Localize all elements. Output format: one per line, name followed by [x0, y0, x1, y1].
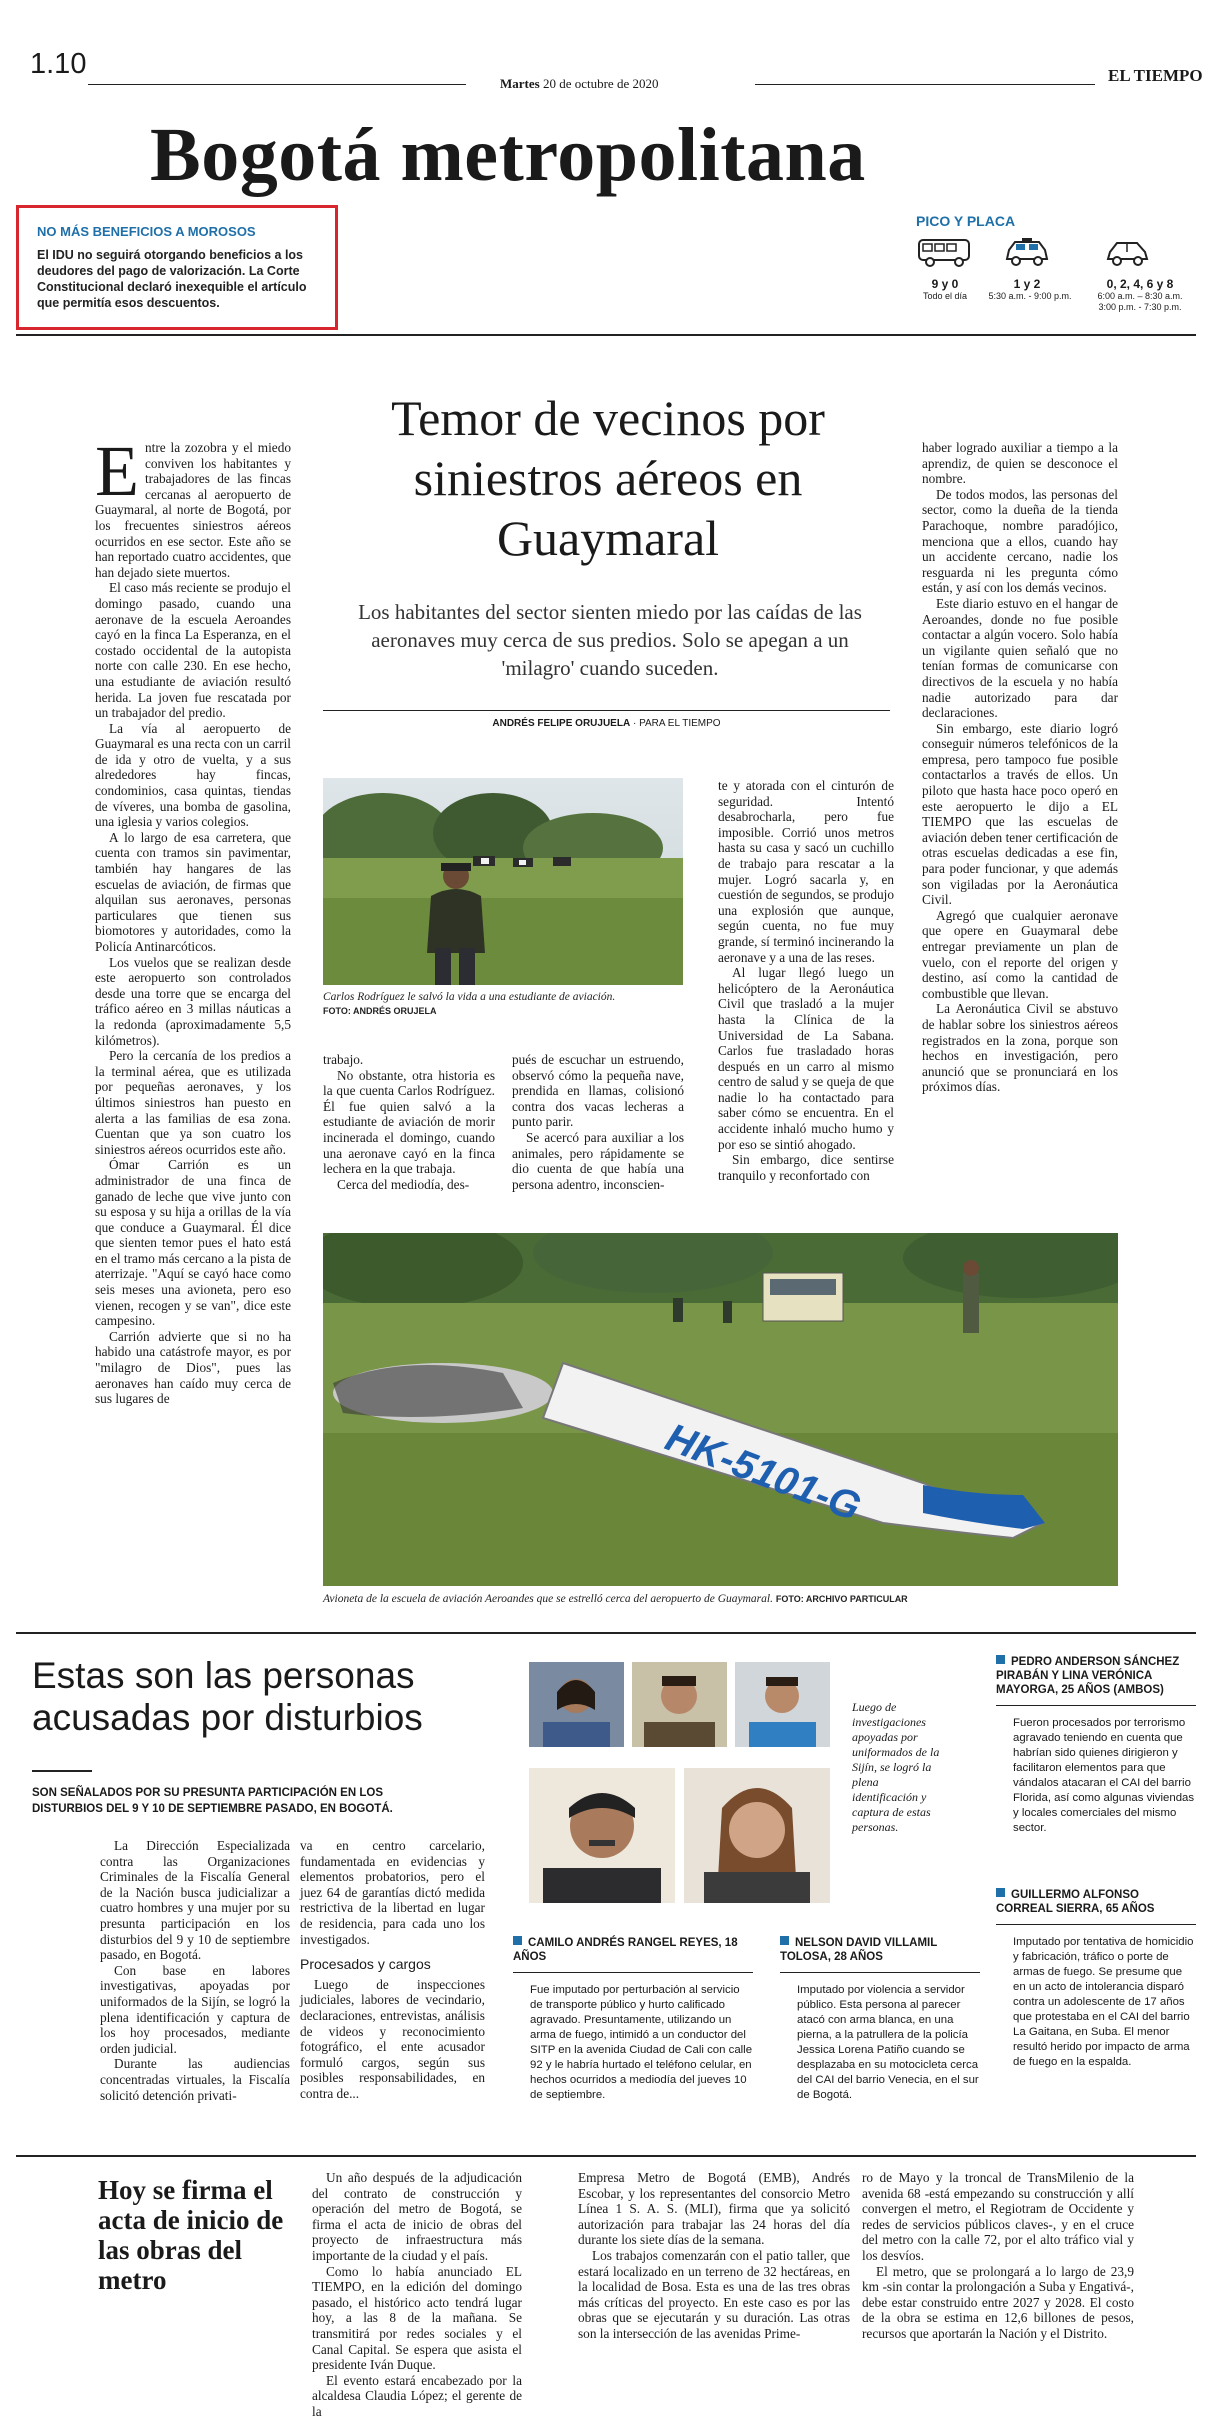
third-col1-p2: El evento estará encabezado por la alcaldesa Claudia López; el gerente de la — [312, 2372, 522, 2419]
accused-card-3 — [996, 1655, 1196, 1836]
main-col2-p2: Cerca del mediodía, des- — [337, 1176, 470, 1192]
main-col4-p2: Sin embargo, dice sentirse tranquilo y reconfortado con — [718, 1152, 894, 1183]
byline-author: ANDRÉS FELIPE ORUJUELA — [492, 718, 631, 729]
main-col1-p2: La vía al aeropuerto de Guaymaral es una recta con un carril de ida y otro de vuelta, y a sus alrededores hay fincas, condominios, casa quintas, tiendas de víveres, una bomba de gasolina, una iglesia y varios colegios. — [95, 720, 291, 830]
second-col2-p1: Luego de inspecciones judiciales, labores de vecindario, declaraciones, entrevistas, análisis de videos y reconocimiento fotográfico, el ente acusador formuló cargos, según sus posibles responsabilidades, en contra de... — [300, 1976, 485, 2101]
mugshot-1 — [529, 1662, 624, 1747]
main-col3-p0: pués de escuchar un estruendo, observó cómo la pequeña nave, prendida en llamas, colisionó contra dos vacas lecheras a punto parir. — [512, 1052, 684, 1130]
second-kicker: SON SEÑALADOS POR SU PRESUNTA PARTICIPACIÓN EN LOS DISTURBIOS DEL 9 Y 10 DE SEPTIEMBRE PASADO, EN BOGOTÁ. — [32, 1787, 393, 1815]
main-column-5 — [922, 440, 1118, 1095]
photo-crash-caption — [323, 1592, 1118, 1606]
pico-placa-widget — [905, 235, 1195, 327]
second-col1-p2: Durante las audiencias concentradas virtuales, la Fiscalía solicitó detención privati- — [100, 2056, 290, 2103]
taxi-digits: 1 y 2 — [1013, 277, 1041, 291]
third-column-1 — [312, 2170, 522, 2420]
main-column-1 — [95, 431, 291, 1407]
second-col2-p0: va en centro carcelario, fundamentada en evidencias y elementos probatorios, pero el juez 64 de garantías dictó medida restrictiva de la libertad en lugar de residencia, para cada uno los investigados. — [300, 1838, 485, 1947]
second-col1-p1: Con base en labores investigativas, apoyadas por uniformados de la Sijín, se logró la plena identificación y captura de los hoy procesados, mediante orden judicial. — [100, 1962, 290, 2056]
divider-2 — [16, 1632, 1196, 1634]
main-col4-p1: Al lugar llegó luego un helicóptero de la Aeronáutica Civil que trasladó a la mujer hasta la Clínica de la Universidad de La Sabana. Carlos fue trasladado horas después en un carro al mismo centro de salud y se queja de que nadie lo ha contactado para saber cómo se encuentra. En el accidente inhaló mucho humo y por eso se sintió ahogado. — [718, 965, 894, 1152]
main-col3-p1: Se acercó para auxiliar a los animales, pero rápidamente se dio cuenta de que había una persona adentro, inconscien- — [512, 1129, 684, 1192]
third-column-3 — [862, 2170, 1134, 2342]
accused-1-name — [513, 1936, 753, 1973]
third-col1-p1: Como lo había anunciado EL TIEMPO, en la edición del domingo pasado, el histórico acto tendrá lugar hoy, a las 8 de la mañana. Se transmitirá por redes sociales y el Canal Capital. Se espera que asista el presidente Iván Duque. — [312, 2263, 522, 2373]
car-hours-2: 3:00 p.m. - 7:30 p.m. — [1098, 302, 1182, 312]
mugshot-4 — [529, 1768, 675, 1903]
accused-2-name — [780, 1936, 980, 1973]
dropcap: E — [95, 431, 139, 511]
accused-4-name — [996, 1888, 1196, 1925]
taxi-hours: 5:30 a.m. - 9:00 p.m. — [988, 291, 1072, 301]
mugshot-caption: Luego de investigaciones apoyadas por uniformados de la Sijín, se logró la plena identificación y captura de estas personas. — [852, 1700, 940, 1834]
accused-3-text: Fueron procesados por terrorismo agravado teniendo en cuenta que habrían sido quienes dirigieron y facilitaron elementos para que vándalos atacaran el CAI del barrio Florida, así como algunas viviendas y locales comerciales del mismo sector. — [1013, 1717, 1195, 1834]
main-column-3 — [512, 1052, 684, 1192]
date-value: 20 de octubre de 2020 — [542, 76, 659, 91]
second-column-1 — [100, 1838, 290, 2103]
main-col4-p0: te y atorada con el cinturón de seguridad. Intentó desabrocharla, pero fue imposible. Corrió unos metros hasta su casa y sacó un cuchillo de trabajo para rescatar a la mujer. Logró sacarla y, en cuestión de segundos, se produjo una explosión que aunque, según cuenta, no fue muy grande, sí terminó incinerando la aeronave y a una de las reses. — [718, 778, 894, 965]
bus-icon — [915, 237, 975, 267]
accused-card-1 — [513, 1936, 753, 2103]
car-icon — [1105, 239, 1151, 267]
main-col2-p0: trabajo. — [323, 1052, 364, 1067]
third-headline: Hoy se firma el acta de inicio de las obras del metro — [98, 2175, 284, 2295]
accused-2-text: Imputado por violencia a servidor público. Esta persona al parecer atacó con arma blanca, en una pierna, a la patrullera de la policía Jessica Lorena Patiño cuando se desplazaba en su motocicleta cerca del CAI del barrio Venecia, en el sur de Bogotá. — [797, 1984, 979, 2101]
main-col1-p4: Los vuelos que se realizan desde este aeropuerto son controlados desde una torre que se encarga del tráfico aéreo en 3 millas náuticas a la redonda (aproximadamente 5,5 kilómetros). — [95, 954, 291, 1048]
third-col2-p0: Empresa Metro de Bogotá (EMB), Andrés Escobar, y los representantes del consorcio Metro Línea 1 S. A. S. (MLI), firma que ya solicitó autorización para trabajar las 24 horas del día durante los siete días de la semana. — [578, 2170, 850, 2248]
second-headline: Estas son las personas acusadas por disturbios — [32, 1655, 423, 1738]
promo-box[interactable] — [16, 205, 338, 330]
bullet-icon — [780, 1936, 789, 1945]
photo-rescuer-credit: FOTO: ANDRÉS ORUJELA — [323, 1006, 437, 1016]
mugshot-2 — [632, 1662, 727, 1747]
main-col5-p4: Agregó que cualquier aeronave que opere en Guaymaral debe entregar previamente un plan de vuelo, con el reporte del origen y destino, así como la cantidad de combustible que llevan. — [922, 907, 1118, 1001]
section-title: Bogotá metropolitana — [150, 113, 866, 197]
accused-card-2 — [780, 1936, 980, 2103]
main-col5-p2: Este diario estuvo en el hangar de Aeroandes, donde no fue posible contactar a algún vocero. Solo había un vigilante quien señaló que no tenían formas de comunicarse con directivos de la escuela y no había nadie autorizado para dar declaraciones. — [922, 595, 1118, 721]
third-col3-p0: ro de Mayo y la troncal de TransMilenio de la avenida 68 -está empezando su construcción y allí convergen el metro, el Regiotram de Occidente y redes de servicios públicos claves-, y en el cruce del metro con la calle 72, por el alto tráfico vial y los desvíos. — [862, 2170, 1134, 2263]
main-column-2 — [323, 1052, 495, 1192]
header-date — [500, 76, 658, 92]
second-subhead: Procesados y cargos — [300, 1956, 431, 1973]
bullet-icon — [996, 1655, 1005, 1664]
section-divider — [16, 334, 1196, 336]
promo-text: El IDU no seguirá otorgando beneficios a los deudores del pago de valorización. La Corte Constitucional declaró inexequible el artículo que permitía esos descuentos. — [37, 248, 307, 310]
byline-org: · PARA EL TIEMPO — [632, 718, 721, 729]
mugshot-3 — [735, 1662, 830, 1747]
accused-2-name-text: NELSON DAVID VILLAMIL TOLOSA, 28 AÑOS — [780, 1937, 938, 1963]
car-hours: 6:00 a.m. – 8:30 a.m. — [1097, 291, 1183, 301]
tail-number: HK-5101-G — [659, 1415, 867, 1530]
page-number: 1.10 — [30, 48, 87, 80]
mugshot-5 — [684, 1768, 830, 1903]
header-rule-left — [88, 84, 466, 85]
main-col1-p0: ntre la zozobra y el miedo conviven los habitantes y trabajadores de las fincas cercanas al aeropuerto de Guaymaral, al norte de Bogotá, por los frecuentes siniestros aéreos ocurridos en ese sector. Este año se han reportado cuatro accidentes, que han dejado siete muertos. — [95, 440, 291, 580]
main-col5-p3: Sin embargo, este diario logró conseguir números telefónicos de la empresa, pero tampoco fue posible contactarlos a través de ellos. Un piloto que hasta hace poco operó en este aeropuerto le dijo a EL TIEMPO que las escuelas de aviación deben tener certificación de otras escuelas dedicadas a ese fin, para poder funcionar, y que además son vigiladas por la Aeronáutica Civil. — [922, 720, 1118, 908]
bullet-icon — [513, 1936, 522, 1945]
main-col5-p0: haber logrado auxiliar a tiempo a la aprendiz, de quien se desconoce el nombre. — [922, 440, 1118, 487]
main-col1-p3: A lo largo de esa carretera, que cuenta con tramos sin pavimentar, también hay hangares de las escuelas de aviación, de firmas que alquilan sus aeronaves, personas particulares que tienen sus biomotores y autoridades, como la Policía Antinarcóticos. — [95, 829, 291, 954]
main-col5-p5: La Aeronáutica Civil se abstuvo de hablar sobre los siniestros aéreos registrados en la zona, porque son hechos en investigación, pero anunció que se pronunciará en los próximos días. — [922, 1001, 1118, 1095]
photo-rescuer-caption — [323, 990, 623, 1018]
accused-1-name-text: CAMILO ANDRÉS RANGEL REYES, 18 AÑOS — [513, 1937, 738, 1963]
second-kicker-rule — [32, 1770, 92, 1772]
main-col1-p1: El caso más reciente se produjo el domingo pasado, cuando una aeronave de la escuela Aeroandes cayó en la finca La Esperanza, en el costado occidental de la autopista norte con calle 230. En ese hecho, una estudiante de aviación resultó herida. La joven fue rescatada por un trabajador del predio. — [95, 580, 291, 721]
accused-4-text: Imputado por tentativa de homicidio y fabricación, tráfico o porte de armas de fuego. Se presume que en un acto de intolerancia disparó contra un adolescente de 17 años que protestaba en el CAI del barrio La Gaitana, en Suba. El menor resultó herido por impacto de arma de fuego en la espalda. — [1013, 1936, 1194, 2068]
accused-4-name-text: GUILLERMO ALFONSO CORREAL SIERRA, 65 AÑOS — [996, 1889, 1155, 1915]
byline-rule — [323, 710, 890, 711]
third-col2-p1: Los trabajos comenzarán con el patio taller, que estará localizado en un terreno de 32 hectáreas, en la localidad de Bosa. Esta es una de las tres obras más críticas del proyecto. En este caso es por las obras que se ejecutarán y su duración. Las otras son la intersección de las avenidas Prime- — [578, 2247, 850, 2341]
third-col1-p0: Un año después de la adjudicación del contrato de construcción y operación del metro de Bogotá, se firma el acta de inicio de obras del proyecto de infraestructura más importante de la ciudad y el país. — [312, 2170, 522, 2263]
third-column-2 — [578, 2170, 850, 2342]
main-column-4 — [718, 778, 894, 1183]
bus-digits: 9 y 0 — [931, 277, 959, 291]
accused-1-text: Fue imputado por perturbación al servicio de transporte público y hurto calificado agravado. Presuntamente, utilizando un arma de fuego, intimidó a un conductor del SITP en la avenida Ciudad de Cali con calle 92 y le habría hurtado el teléfono celular, en hechos ocurridos a mediodía del jueves 10 de septiembre. — [530, 1984, 753, 2101]
accused-3-name-text: PEDRO ANDERSON SÁNCHEZ PIRABÁN Y LINA VERÓNICA MAYORGA, 25 AÑOS (AMBOS) — [996, 1656, 1180, 1696]
photo-crash — [323, 1233, 1118, 1586]
main-col2-p1: No obstante, otra historia es la que cuenta Carlos Rodríguez. Él fue quien salvó a la estudiante de aviación de morir incinerada el domingo, cuando una aeronave cayó en la finca lechera en la que trabaja. — [323, 1067, 495, 1177]
pico-placa-title: PICO Y PLACA — [916, 213, 1016, 229]
second-column-2 — [300, 1838, 485, 2102]
main-col1-p5: Pero la cercanía de los predios a la terminal aérea, que es utilizada por pequeñas aeronaves, y los últimos siniestros han puesto en alerta a las familias de esa zona. Cuentan que ya son cuatro los siniestros aéreos ocurridos este año. — [95, 1048, 291, 1157]
header-rule-right — [755, 84, 1095, 85]
taxi-icon — [1003, 237, 1051, 267]
bus-hours: Todo el día — [922, 291, 968, 301]
main-col1-p7: Carrión advierte que si no ha habido una catástrofe mayor, es por "milagro de Dios", pues las aeronaves han caído muy cerca de sus lugares de — [95, 1328, 291, 1407]
third-col3-p1: El metro, que se prolongará a lo largo de 23,9 km -sin contar la prolongación a Suba y Engativá-, debe estar construido entre 2027 y 2028. El costo de la obra se estima en 12,6 billones de pesos, recursos que aportarán la Nación y el Distrito. — [862, 2263, 1134, 2341]
main-dek: Los habitantes del sector sienten miedo por las caídas de las aeronaves muy cerca de sus predios. Solo se apegan a un 'milagro' cuando suceden. — [358, 600, 862, 680]
accused-3-name — [996, 1655, 1196, 1706]
byline — [323, 718, 890, 729]
divider-3 — [16, 2155, 1196, 2157]
date-weekday: Martes — [500, 76, 540, 91]
bullet-icon — [996, 1888, 1005, 1897]
main-col1-p6: Ómar Carrión es un administrador de una finca de ganado de leche que vive junto con su esposa y su hija a orillas de la vía que conduce a Guaymaral. Él dice que sienten temor pues el hato está en el tramo más cercano a la pista de aterrizaje. "Aquí se cayó hace como seis meses una avioneta, pero eso vienen, recogen y se van", dice este campesino. — [95, 1157, 291, 1329]
brand-logo: EL TIEMPO — [1108, 66, 1203, 85]
photo-crash-credit: FOTO: ARCHIVO PARTICULAR — [775, 1594, 908, 1604]
photo-crash-caption-text: Avioneta de la escuela de aviación Aeroandes que se estrelló cerca del aeropuerto de Guaymaral. — [323, 1593, 773, 1605]
photo-rescuer — [323, 778, 683, 985]
main-headline: Temor de vecinos por siniestros aéreos en Guaymaral — [391, 390, 825, 566]
main-col5-p1: De todos modos, las personas del sector, como la dueña de la tienda Parachoque, nombre paradójico, menciona que a ellos, cuando hay un accidente cercano, nadie los resguarda ni les pregunta cómo están, y así con los demás vecinos. — [922, 486, 1118, 596]
second-col1-p0: La Dirección Especializada contra las Organizaciones Criminales de la Fiscalía General de la Nación busca judicializar a cuatro hombres y una mujer por su presunta participación en los disturbios del 9 y 10 de septiembre pasado, en Bogotá. — [100, 1838, 290, 1963]
car-digits: 0, 2, 4, 6 y 8 — [1106, 277, 1174, 291]
accused-card-4 — [996, 1888, 1196, 2070]
photo-rescuer-caption-text: Carlos Rodríguez le salvó la vida a una estudiante de aviación. — [323, 991, 616, 1003]
promo-title: NO MÁS BENEFICIOS A MOROSOS — [37, 224, 256, 239]
